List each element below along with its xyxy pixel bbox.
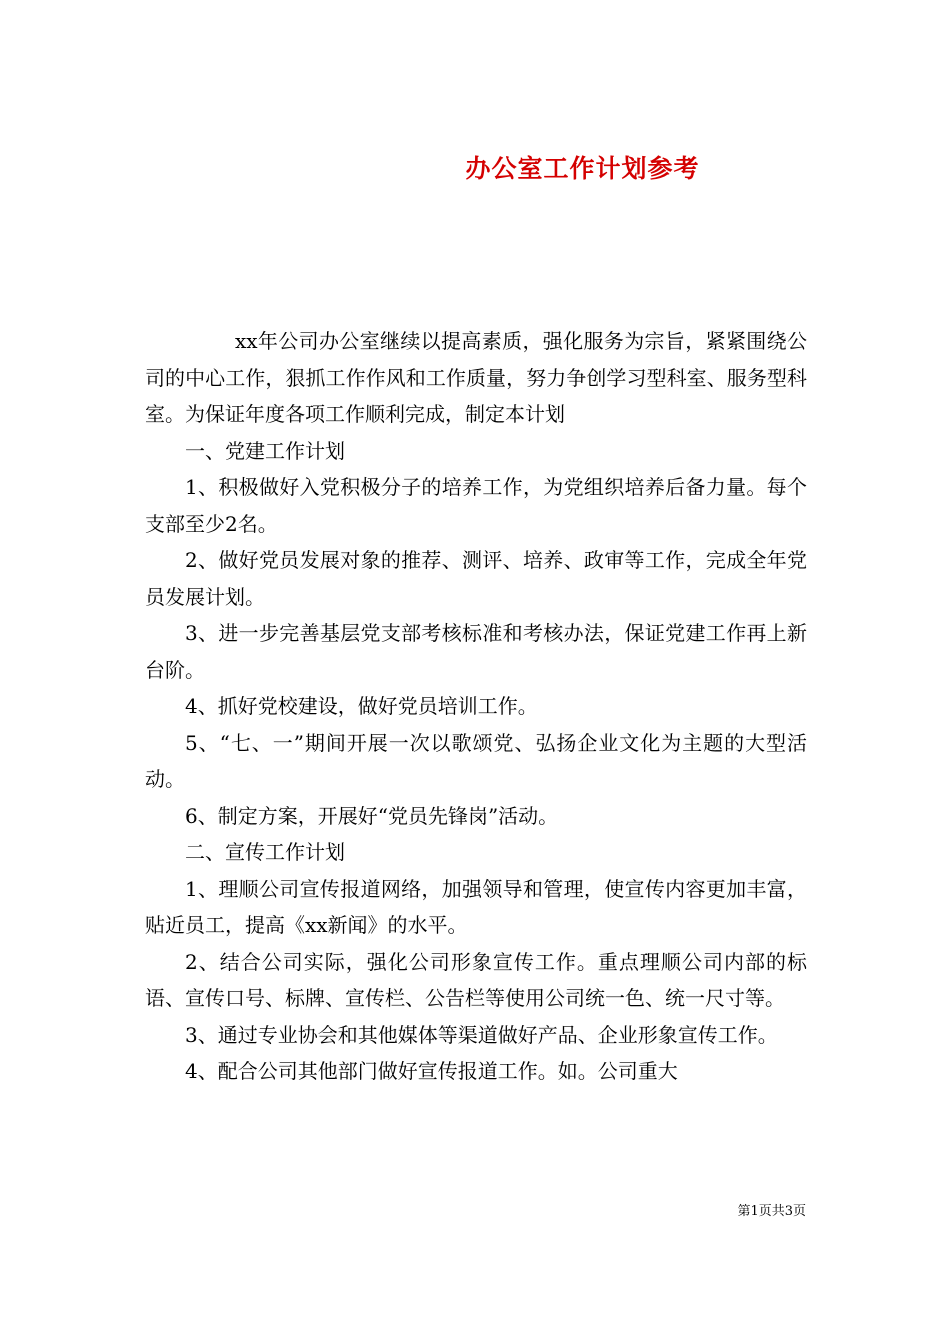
document-body xyxy=(145,323,807,1090)
publicity-item-3: 3、通过专业协会和其他媒体等渠道做好产品、企业形象宣传工作。 xyxy=(185,1022,778,1047)
publicity-item-1: 1、理顺公司宣传报道网络，加强领导和管理，使宣传内容更加丰富，贴近员工，提高《xx新闻》的水平。 xyxy=(145,876,807,937)
party-item-4: 4、抓好党校建设，做好党员培训工作。 xyxy=(185,694,538,718)
party-item-2: 2、做好党员发展对象的推荐、测评、培养、政审等工作，完成全年党员发展计划。 xyxy=(145,548,807,609)
page-number-footer: 第1页共3页 xyxy=(737,1204,806,1219)
party-item-5: 5、“七、一”期间开展一次以歌颂党、弘扬企业文化为主题的大型活动。 xyxy=(145,730,807,791)
party-item-1: 1、积极做好入党积极分子的培养工作，为党组织培养后备力量。每个支部至少2名。 xyxy=(145,475,807,536)
publicity-item-4: 4、配合公司其他部门做好宣传报道工作。如。公司重大 xyxy=(185,1059,678,1083)
party-item-6: 6、制定方案，开展好“党员先锋岗”活动。 xyxy=(185,803,559,828)
publicity-item-2: 2、结合公司实际，强化公司形象宣传工作。重点理顺公司内部的标语、宣传口号、标牌、宣传栏、公告栏等使用公司统一色、统一尺寸等。 xyxy=(145,949,807,1010)
section-heading-party-building: 一、党建工作计划 xyxy=(185,438,345,463)
section-heading-publicity: 二、宣传工作计划 xyxy=(185,840,345,864)
party-item-3: 3、进一步完善基层党支部考核标准和考核办法，保证党建工作再上新台阶。 xyxy=(145,621,807,682)
page-title: 办公室工作计划参考 xyxy=(465,153,700,183)
intro-paragraph: xx年公司办公室继续以提高素质，强化服务为宗旨，紧紧围绕公司的中心工作，狠抓工作作风和工作质量，努力争创学习型科室、服务型科室。为保证年度各项工作顺利完成，制定本计划 xyxy=(145,329,807,426)
